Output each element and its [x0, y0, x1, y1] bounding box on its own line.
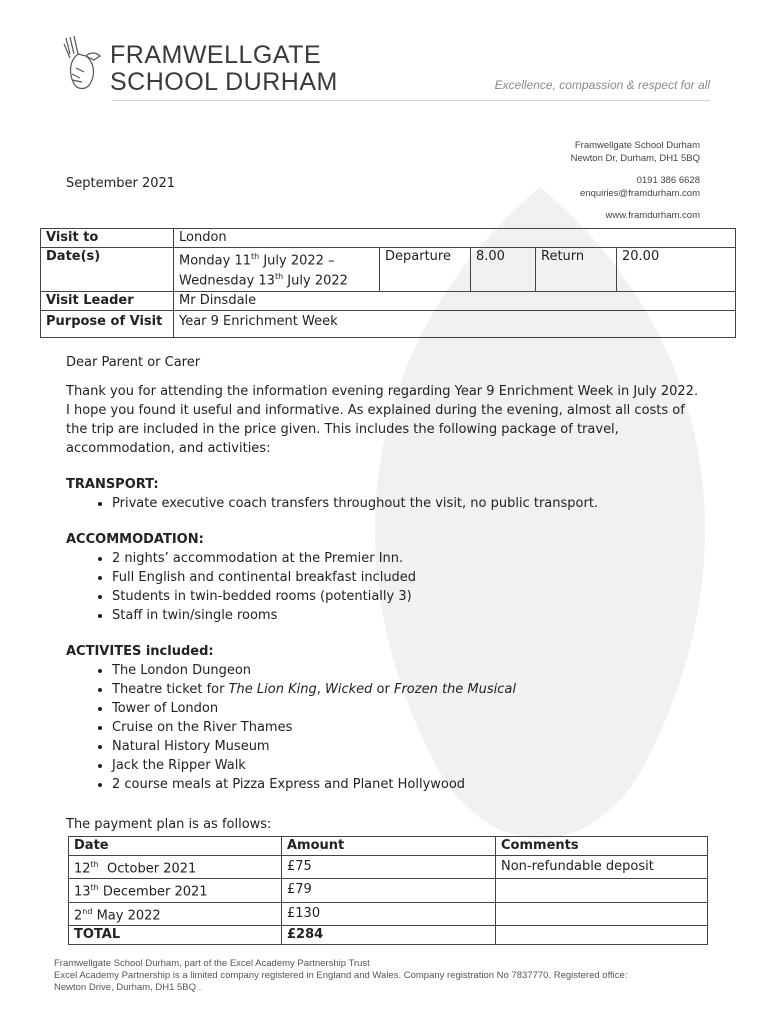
table-row — [69, 902, 708, 925]
visit-to-value: London — [174, 229, 736, 248]
purpose-label: Purpose of Visit — [41, 310, 174, 337]
purpose-value: Year 9 Enrichment Week — [174, 310, 736, 337]
column-header: Amount — [282, 837, 496, 856]
activities-heading: ACTIVITES included: — [66, 644, 214, 659]
school-phone: 0191 386 6628 — [636, 175, 700, 186]
list-item: • The London Dungeon — [112, 661, 706, 680]
list-item: • 2 course meals at Pizza Express and Planet Hollywood — [112, 775, 706, 794]
return-label: Return — [536, 248, 617, 292]
list-item: • Students in twin-bedded rooms (potentially 3) — [112, 587, 706, 606]
column-header: Date — [69, 837, 282, 856]
list-item: • Tower of London — [112, 699, 706, 718]
list-item: • Cruise on the River Thames — [112, 718, 706, 737]
list-item: • Jack the Ripper Walk — [112, 756, 706, 775]
leader-label: Visit Leader — [41, 291, 174, 310]
dates-label: Date(s) — [41, 248, 174, 292]
visit-details-table — [40, 228, 736, 338]
school-website[interactable]: www.framdurham.com — [605, 210, 700, 221]
total-amount: £284 — [282, 925, 496, 944]
eagle-logo-icon — [60, 34, 102, 92]
payment-intro: The payment plan is as follows: — [66, 817, 272, 832]
departure-value: 8.00 — [471, 248, 536, 292]
table-row — [41, 229, 736, 248]
footer: Framwellgate School Durham, part of the Excel Academy Partnership Trust Excel Academy Partnership is a limited company registered in England and Wales. Company registration No 7837770. Registered office: Newton Drive, Durham, DH1 5BQ . — [54, 958, 628, 993]
accommodation-heading: ACCOMMODATION: — [66, 532, 204, 547]
table-row — [41, 248, 736, 292]
payment-date: 13th December 2021 — [69, 879, 282, 902]
payment-amount: £79 — [282, 879, 496, 902]
departure-label: Departure — [380, 248, 471, 292]
header-divider — [112, 100, 710, 101]
leader-value: Mr Dinsdale — [174, 291, 736, 310]
table-row — [41, 310, 736, 337]
list-item: • Private executive coach transfers throughout the visit, no public transport. — [112, 494, 706, 513]
school-address: Framwellgate School Durham Newton Dr, Durham, DH1 5BQ — [570, 140, 700, 164]
payment-date: 12th October 2021 — [69, 856, 282, 879]
table-row — [69, 856, 708, 879]
list-item-theatre: • Theatre ticket for The Lion King, Wicked or Frozen the Musical — [112, 680, 706, 699]
table-header-row — [69, 837, 708, 856]
accommodation-list — [66, 549, 706, 625]
letter-date: September 2021 — [66, 176, 176, 191]
payment-amount: £130 — [282, 902, 496, 925]
payment-comment: Non-refundable deposit — [496, 856, 708, 879]
letter-body — [66, 353, 706, 811]
list-item: • Full English and continental breakfast included — [112, 568, 706, 587]
total-label: TOTAL — [69, 925, 282, 944]
table-row — [41, 291, 736, 310]
school-email[interactable]: enquiries@framdurham.com — [580, 188, 700, 199]
total-comment — [496, 925, 708, 944]
payment-date: 2nd May 2022 — [69, 902, 282, 925]
payment-comment — [496, 879, 708, 902]
list-item: • 2 nights’ accommodation at the Premier Inn. — [112, 549, 706, 568]
transport-heading: TRANSPORT: — [66, 477, 159, 492]
school-contact — [470, 174, 700, 200]
school-name: FRAMWELLGATE SCHOOL DURHAM — [110, 41, 338, 96]
salutation: Dear Parent or Carer — [66, 355, 201, 370]
activities-list — [66, 661, 706, 794]
transport-list — [66, 494, 706, 513]
payment-table — [68, 836, 708, 945]
table-row — [69, 879, 708, 902]
list-item: • Natural History Museum — [112, 737, 706, 756]
table-total-row — [69, 925, 708, 944]
list-item: • Staff in twin/single rooms — [112, 606, 706, 625]
payment-comment — [496, 902, 708, 925]
column-header: Comments — [496, 837, 708, 856]
return-value: 20.00 — [617, 248, 736, 292]
tagline: Excellence, compassion & respect for all — [494, 78, 710, 92]
dates-value: Monday 11th July 2022 – Wednesday 13th July 2022 — [174, 248, 380, 292]
payment-amount: £75 — [282, 856, 496, 879]
visit-to-label: Visit to — [41, 229, 174, 248]
intro-paragraph: Thank you for attending the information evening regarding Year 9 Enrichment Week in July 2022. I hope you found it useful and informative. As explained during the evening, almost all costs of the trip are included in the price given. This includes the following package of travel, accommodation, and activities: — [66, 384, 699, 456]
